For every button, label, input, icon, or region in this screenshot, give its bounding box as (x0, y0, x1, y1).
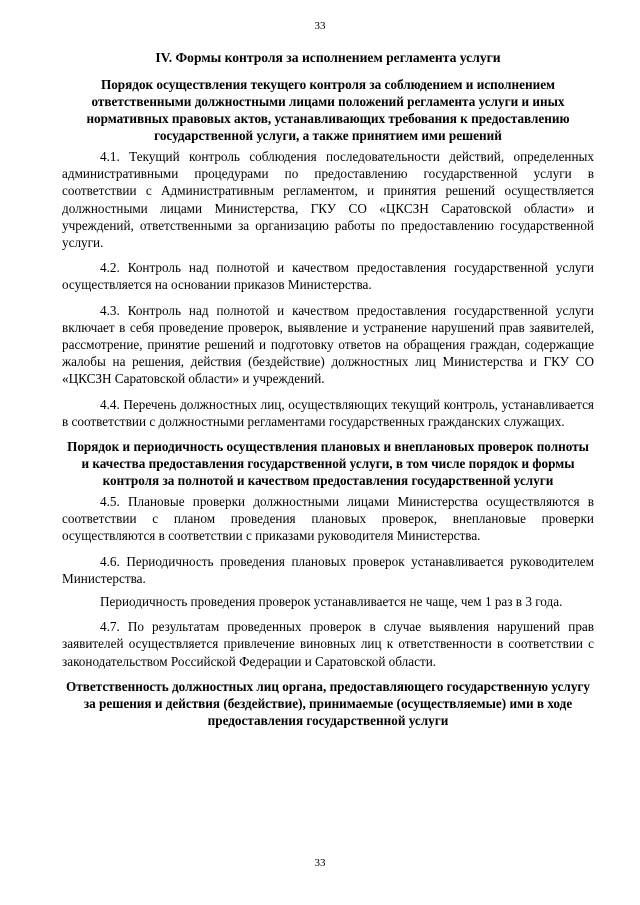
paragraph-4-6: 4.6. Периодичность проведения плановых проверок устанавливается руководителем Министерства. (62, 553, 594, 586)
paragraph-4-4: 4.4. Перечень должностных лиц, осуществляющих текущий контроль, устанавливается в соответствии с должностными регламентами государственных гражданских служащих. (62, 396, 594, 429)
paragraph-4-2: 4.2. Контроль над полнотой и качеством предоставления государственной услуги осуществляется на основании приказов Министерства. (62, 260, 594, 293)
subsection-title-current-control: Порядок осуществления текущего контроля за соблюдением и исполнением ответственными должностными лицами положений регламента услуги и иных нормативных правовых актов, устанавливающих требования к предоставлению государственной услуги, а также принятием ими решений (86, 77, 570, 143)
page-number-top: 33 (314, 20, 326, 32)
page-number-bottom: 33 (314, 857, 326, 869)
subsection-title-inspections: Порядок и периодичность осуществления плановых и внеплановых проверок полноты и качества предоставления государственной услуги, в том числе порядок и формы контроля за полнотой и качеством предоставления государственной услуги (67, 439, 589, 489)
paragraph-4-6-frequency: Периодичность проведения проверок устанавливается не чаще, чем 1 раз в 3 года. (100, 594, 563, 610)
subsection-title-responsibility: Ответственность должностных лиц органа, предоставляющего государственную услугу за решения и действия (бездействие), принимаемые (осуществляемые) ими в ходе предоставления государственной услуги (65, 678, 591, 728)
paragraph-4-5: 4.5. Плановые проверки должностными лицами Министерства осуществляются в соответствии с планом проведения плановых проверок, внеплановые проверки осуществляются в соответствии с приказами руководителя Министерства. (62, 494, 594, 544)
document-body (62, 50, 594, 733)
section-title: IV. Формы контроля за исполнением регламента услуги (155, 50, 501, 65)
paragraph-4-7: 4.7. По результатам проведенных проверок в случае выявления нарушений прав заявителей осуществляется привлечение виновных лиц к ответственности в соответствии с законодательством Российской Федерации и Саратовской области. (62, 619, 594, 669)
paragraph-4-1: 4.1. Текущий контроль соблюдения последовательности действий, определенных административными процедурами по предоставлению государственной услуги в соответствии с Административным регламентом, и принятия решений осуществляется должностными лицами Министерства, ГКУ СО «ЦКСЗН Саратовской области» и учреждений, ответственными за организацию работы по предоставлению государственной услуги. (62, 149, 594, 251)
paragraph-4-3: 4.3. Контроль над полнотой и качеством предоставления государственной услуги включает в себя проведение проверок, выявление и устранение нарушений прав заявителей, рассмотрение, принятие решений и подготовку ответов на обращения граждан, содержащие жалобы на решения, действия (бездействие) должностных лиц Министерства и ГКУ СО «ЦКСЗН Саратовской области» и учреждений. (62, 302, 594, 387)
